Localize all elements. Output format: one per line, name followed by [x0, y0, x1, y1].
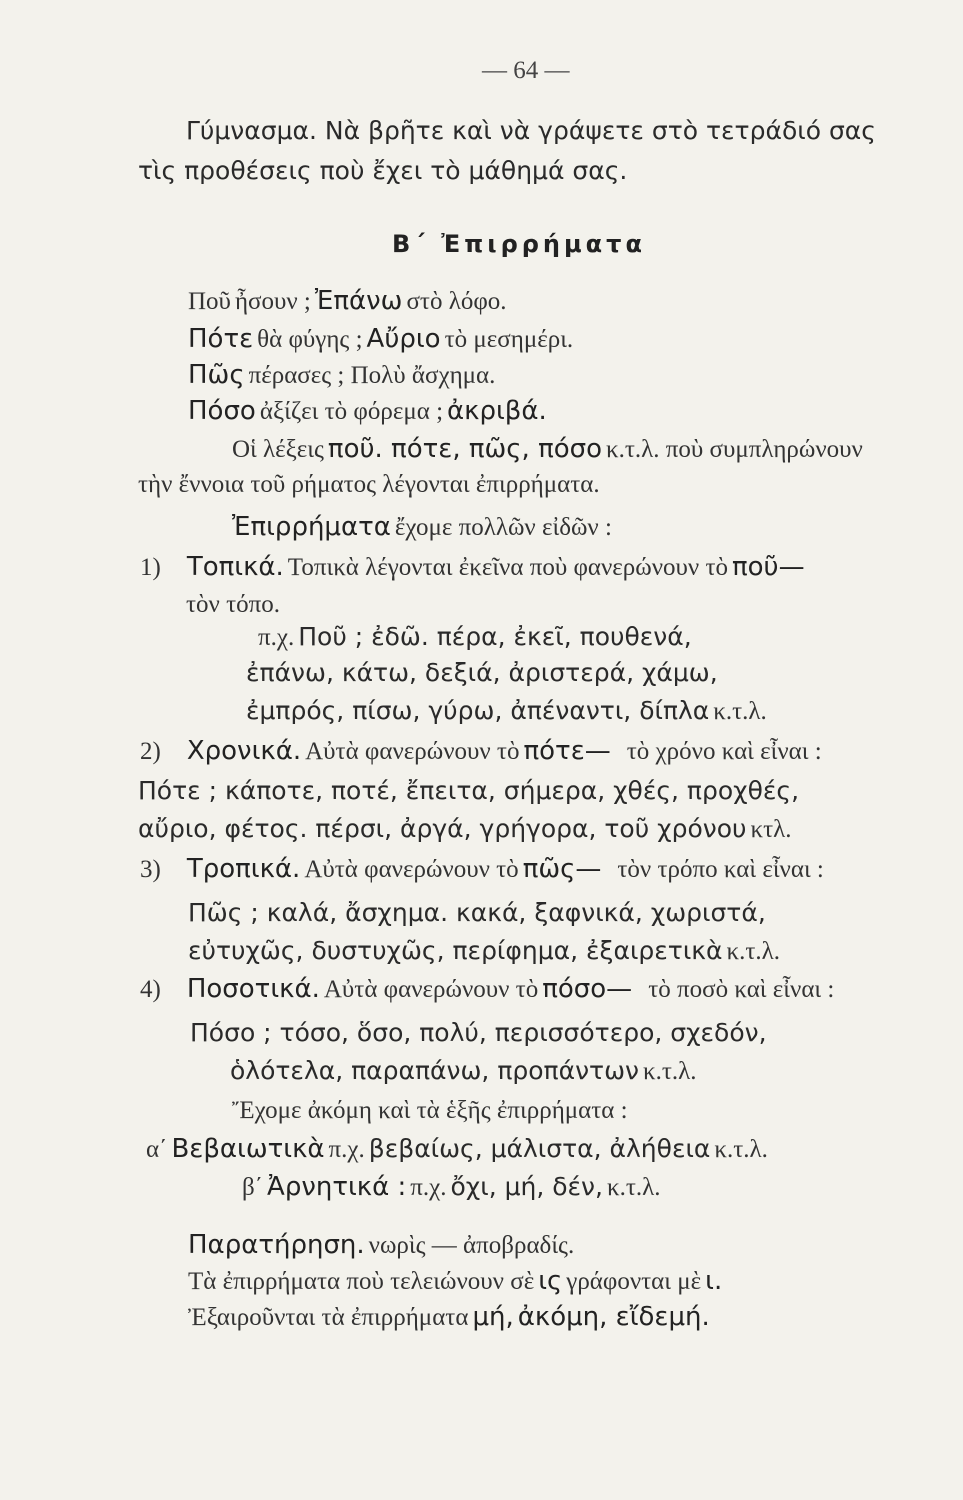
- item-heading: Βεβαιωτικὰ: [171, 1134, 325, 1164]
- example-row: [188, 326, 573, 352]
- topika-examples-1: [258, 624, 692, 650]
- section-title: Β΄ Ἐπιρρήματα: [392, 230, 646, 258]
- example-word: Πῶς: [188, 360, 245, 390]
- note-bold: ἀκόμη, εἴδεμή.: [517, 1302, 710, 1332]
- examples: βεβαίως, μάλιστα, ἀλήθεια: [368, 1134, 711, 1163]
- page-number: — 64 —: [482, 57, 570, 84]
- example-text: ἀξίζει τὸ φόρεμα ;: [259, 398, 444, 425]
- note-bold: μή,: [472, 1302, 514, 1332]
- pchi: π.χ.: [410, 1174, 447, 1201]
- chronika-examples-2: [138, 816, 791, 842]
- note-bold: ι.: [705, 1266, 723, 1296]
- ktl: κ.τ.λ.: [714, 1136, 768, 1163]
- note-line-2: [188, 1268, 722, 1294]
- example-text: ἦσουν ;: [234, 288, 311, 315]
- ktl: κτλ.: [750, 816, 792, 843]
- note-line-1: [188, 1232, 574, 1258]
- item-heading: Τοπικά.: [186, 552, 284, 582]
- item-number: 3): [140, 856, 161, 883]
- example-answer: Ἐπάνω: [314, 286, 403, 316]
- note-text: Τὰ ἐπιρρήματα ποὺ τελειώνουν σὲ: [188, 1268, 535, 1295]
- item-question: ποῦ—: [732, 552, 805, 582]
- note-text: γράφονται μὲ: [566, 1268, 702, 1295]
- note-text: Ἐξαιροῦνται τὰ ἐπιρρήματα: [188, 1304, 469, 1331]
- chronika-line: [140, 738, 822, 764]
- example-row: [188, 362, 495, 388]
- example-word: Ποῦ: [188, 288, 231, 315]
- posotika-examples-1: Πόσο ; τόσο, ὅσο, πολύ, περισσότερο, σχεδόν,: [190, 1018, 767, 1047]
- examples: Ποῦ ; ἐδῶ. πέρα, ἐκεῖ, πουθενά,: [298, 622, 692, 651]
- tropika-examples-1: Πῶς ; καλά, ἄσχημα. κακά, ξαφνικά, χωριστά,: [188, 898, 766, 927]
- definition-line-1: [232, 436, 863, 462]
- bebaiotika-line: [146, 1136, 768, 1162]
- ktl: κ.τ.λ.: [713, 698, 767, 725]
- topika-line-2: τὸν τόπο.: [186, 591, 281, 618]
- definition-words: ποῦ. πότε, πῶς, πόσο: [327, 434, 603, 464]
- item-heading: Ποσοτικά.: [186, 974, 320, 1004]
- item-text: Αὐτὰ φανερώνουν τὸ: [304, 856, 519, 883]
- chronika-examples-1: Πότε ; κάποτε, ποτέ, ἔπειτα, σήμερα, χθές, προχθές,: [138, 776, 800, 805]
- definition-line-2: τὴν ἔννοια τοῦ ρήματος λέγονται ἐπιρρήματα.: [138, 471, 600, 498]
- arnitika-line: [242, 1174, 660, 1200]
- item-number: β΄: [242, 1174, 264, 1201]
- pchi: π.χ.: [258, 624, 295, 651]
- definition-text: Οἱ λέξεις: [232, 436, 324, 463]
- item-heading: Χρονικά.: [186, 736, 302, 766]
- example-text: τὸ μεσημέρι.: [444, 326, 574, 353]
- item-number: α΄: [146, 1136, 168, 1163]
- tropika-examples-2: [188, 938, 780, 964]
- item-heading: Τροπικά.: [186, 854, 301, 884]
- item-text: Τοπικὰ λέγονται ἐκεῖνα ποὺ φανερώνουν τὸ: [287, 554, 728, 581]
- posotika-line: [140, 976, 834, 1002]
- definition-text: κ.τ.λ. ποὺ συμπληρώνουν: [606, 436, 863, 463]
- note-line-3: [188, 1304, 710, 1330]
- examples: ἐμπρός, πίσω, γύρω, ἀπέναντι, δίπλα: [246, 696, 710, 725]
- example-answer: Αὔριο: [366, 324, 441, 354]
- kinds-label: Ἐπιρρήματα: [232, 512, 391, 542]
- example-row: [188, 398, 547, 424]
- item-text: τὸ χρόνο καὶ εἶναι :: [626, 738, 822, 765]
- posotika-examples-2: [230, 1058, 697, 1084]
- item-text: Αὐτὰ φανερώνουν τὸ: [305, 738, 520, 765]
- examples: ὁλότελα, παραπάνω, προπάντων: [230, 1056, 639, 1085]
- topika-line: [140, 554, 805, 580]
- note-text: νωρὶς — ἀποβραδίς.: [368, 1232, 575, 1259]
- ktl: κ.τ.λ.: [606, 1174, 661, 1201]
- item-question: πόσο—: [542, 974, 633, 1004]
- item-question: πῶς—: [522, 854, 602, 884]
- item-question: πότε—: [523, 736, 611, 766]
- example-text: πέρασες ; Πολὺ ἄσχημα.: [248, 362, 496, 389]
- pchi: π.χ.: [328, 1136, 365, 1163]
- item-number: 2): [140, 738, 161, 765]
- item-text: τὸ ποσὸ καὶ εἶναι :: [648, 976, 835, 1003]
- kinds-line: [232, 514, 612, 540]
- ktl: κ.τ.λ.: [642, 1058, 697, 1085]
- note-bold: ις: [538, 1266, 563, 1296]
- item-text: Αὐτὰ φανερώνουν τὸ: [323, 976, 539, 1003]
- example-text: στὸ λόφο.: [406, 288, 507, 315]
- example-answer: ἀκριβά.: [447, 396, 547, 426]
- more-line: Ἔχομε ἀκόμη καὶ τὰ ἑξῆς ἐπιρρήματα :: [232, 1097, 628, 1124]
- topika-examples-2: ἐπάνω, κάτω, δεξιά, ἀριστερά, χάμω,: [246, 658, 718, 687]
- examples: ὄχι, μή, δέν,: [450, 1172, 603, 1201]
- example-word: Πότε: [188, 324, 254, 354]
- item-number: 1): [140, 554, 161, 581]
- exercise-line-1: Γύμνασμα. Νὰ βρῆτε καὶ νὰ γράψετε στὸ τετράδιό σας: [186, 116, 876, 145]
- item-text: τὸν τρόπο καὶ εἶναι :: [617, 856, 824, 883]
- example-row: [188, 288, 507, 314]
- example-word: Πόσο: [188, 396, 256, 426]
- example-text: θὰ φύγης ;: [257, 326, 363, 353]
- examples: αὔριο, φέτος. πέρσι, ἀργά, γρήγορα, τοῦ χρόνου: [138, 814, 747, 843]
- note-heading: Παρατήρηση.: [188, 1230, 365, 1260]
- tropika-line: [140, 856, 824, 882]
- exercise-line-2: τὶς προθέσεις ποὺ ἔχει τὸ μάθημά σας.: [138, 156, 628, 185]
- item-number: 4): [140, 976, 161, 1003]
- examples: εὐτυχῶς, δυστυχῶς, περίφημα, ἐξαιρετικὰ: [188, 936, 723, 965]
- topika-examples-3: [246, 698, 767, 724]
- kinds-text: ἔχομε πολλῶν εἰδῶν :: [394, 514, 612, 541]
- item-heading: Ἀρνητικά :: [267, 1172, 407, 1202]
- ktl: κ.τ.λ.: [726, 938, 781, 965]
